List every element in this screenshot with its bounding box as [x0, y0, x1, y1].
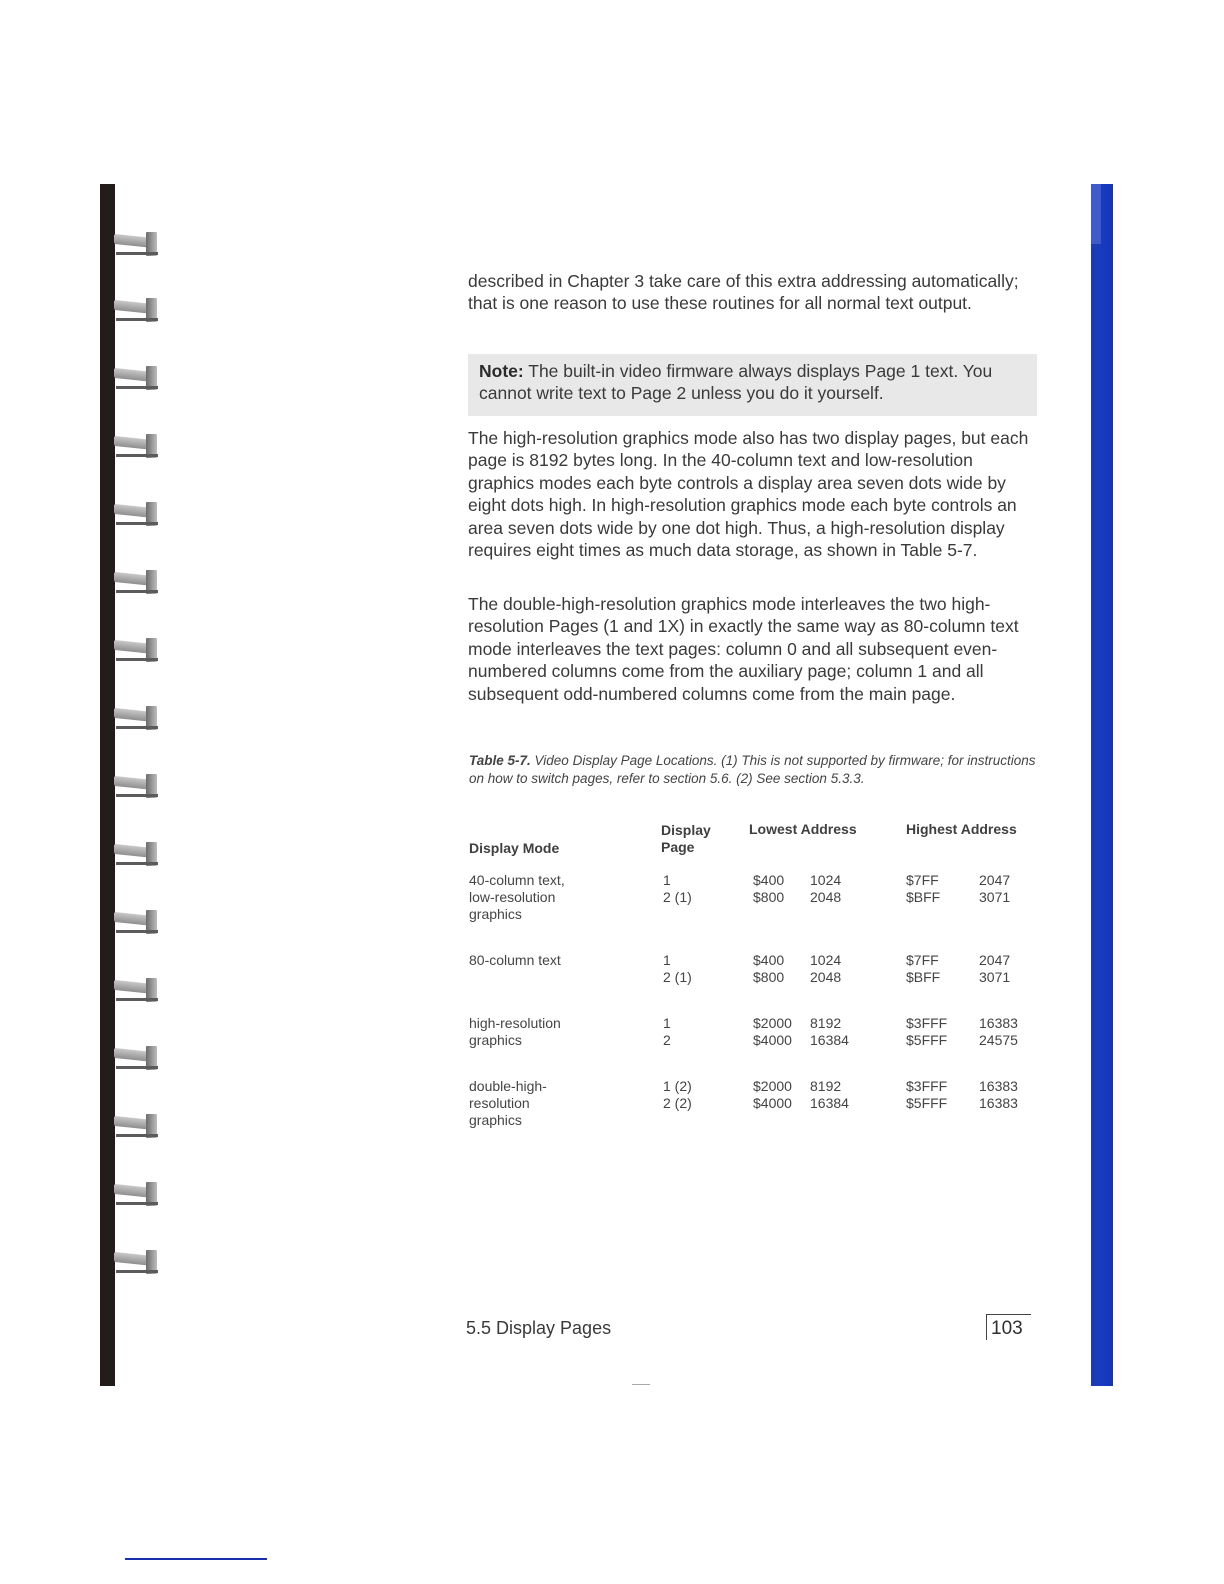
table-cell-high-hex: $7FF: [906, 872, 939, 888]
table-cell-mode: high-resolution: [469, 1015, 561, 1031]
page-number: 103: [986, 1314, 1031, 1340]
table-cell-low-hex: $2000: [753, 1015, 792, 1031]
table-cell-mode: 40-column text,: [469, 872, 565, 888]
paragraph-high-resolution: The high-resolution graphics mode also has two display pages, but each page is 8192 bytes long. In the 40-column text and low-resolution graphics modes each byte controls a display area seven dots wide by eight dots high. In high-resolution graphics mode each byte controls an area seven dots wide by one dot high. Thus, a high-resolution display requires eight times as much data storage, as shown in Table 5-7.: [468, 428, 1029, 561]
table-cell-high-hex: $7FF: [906, 952, 939, 968]
binding-coil: [110, 230, 158, 260]
binding-coil: [110, 1044, 158, 1074]
table-cell-pages: 1: [663, 1015, 671, 1031]
table-cell-pages: 2 (1): [663, 969, 692, 985]
table-cell-high-hex: $5FFF: [906, 1032, 948, 1048]
header-highest-address: Highest Address: [906, 821, 1017, 837]
table-cell-low-hex: $2000: [753, 1078, 792, 1094]
header-display-page-line2: Page: [661, 839, 695, 855]
note-box: [468, 354, 1037, 416]
table-cell-low-hex: $800: [753, 969, 785, 985]
table-cell-low-dec: 2048: [810, 969, 842, 985]
table-cell-low-dec: 8192: [810, 1015, 842, 1031]
table-cell-low-hex: $4000: [753, 1032, 792, 1048]
table-cell-high-hex: $BFF: [906, 889, 941, 905]
table-cell-low-hex: $4000: [753, 1095, 792, 1111]
table-cell-low-hex: $400: [753, 872, 785, 888]
table-cell-low-dec: 8192: [810, 1078, 842, 1094]
table-cell-high-dec: 24575: [979, 1032, 1018, 1048]
table-cell-pages: 1: [663, 952, 671, 968]
table-cell-mode: 80-column text: [469, 952, 561, 968]
spiral-binding: [100, 184, 162, 1386]
paragraph-intro: described in Chapter 3 take care of this extra addressing automatically; that is one reason to use these routines for all normal text output.: [468, 271, 1019, 314]
binding-coil: [110, 840, 158, 870]
table-cell-low-dec: 1024: [810, 872, 842, 888]
table-cell-high-hex: $3FFF: [906, 1015, 948, 1031]
binding-coil: [110, 772, 158, 802]
table-cell-mode: resolution: [469, 1095, 530, 1111]
table-caption-label: Table 5-7.: [469, 753, 531, 768]
header-display-mode: Display Mode: [469, 840, 560, 856]
binding-coil: [110, 908, 158, 938]
table-cell-low-dec: 16384: [810, 1032, 849, 1048]
table-cell-high-dec: 3071: [979, 889, 1011, 905]
table-cell-low-hex: $400: [753, 952, 785, 968]
table-cell-high-dec: 2047: [979, 952, 1011, 968]
header-display-page-line1: Display: [661, 822, 711, 838]
note-text: The built-in video firmware always displays Page 1 text. You cannot write text to Page 2 unless you do it yourself.: [479, 361, 993, 403]
header-lowest-address: Lowest Address: [749, 821, 857, 837]
binding-coil: [110, 500, 158, 530]
binding-coil: [110, 364, 158, 394]
binding-coil: [110, 568, 158, 598]
binding-coil: [110, 704, 158, 734]
table-caption-text: Video Display Page Locations. (1) This is not supported by firmware; for instructions on how to switch pages, refer to section 5.6. (2) See section 5.3.3.: [469, 753, 1036, 786]
table-cell-low-dec: 2048: [810, 889, 842, 905]
binding-coil: [110, 432, 158, 462]
paragraph-double-high-resolution: The double-high-resolution graphics mode interleaves the two high-resolution Pages (1 and 1X) in exactly the same way as 80-column text mode interleaves the text pages: column 0 and all subsequent even-numbered columns come from the auxiliary page; column 1 and all subsequent odd-numbered columns come from the main page.: [468, 594, 1019, 704]
table-cell-mode: double-high-: [469, 1078, 547, 1094]
binding-coil: [110, 1248, 158, 1278]
binding-coil: [110, 976, 158, 1006]
page-mark: [632, 1384, 650, 1385]
table-cell-pages: 2 (1): [663, 889, 692, 905]
table-cell-pages: 2 (2): [663, 1095, 692, 1111]
table-cell-mode: graphics: [469, 906, 522, 922]
header-display-page: [661, 822, 711, 856]
table-cell-high-dec: 16383: [979, 1078, 1018, 1094]
table-cell-pages: 1: [663, 872, 671, 888]
table-cell-high-dec: 2047: [979, 872, 1011, 888]
table-cell-high-dec: 16383: [979, 1095, 1018, 1111]
footer-section-title: 5.5 Display Pages: [466, 1318, 612, 1338]
table-cell-mode: graphics: [469, 1032, 522, 1048]
note-label: Note:: [479, 361, 524, 381]
table-cell-high-hex: $BFF: [906, 969, 941, 985]
table-cell-high-hex: $5FFF: [906, 1095, 948, 1111]
bottom-rule: [125, 1558, 267, 1560]
binding-coil: [110, 296, 158, 326]
binding-coil: [110, 636, 158, 666]
table-caption: [469, 752, 1039, 788]
table-cell-low-dec: 1024: [810, 952, 842, 968]
table-cell-mode: low-resolution: [469, 889, 556, 905]
table-cell-low-hex: $800: [753, 889, 785, 905]
table-cell-pages: 2: [663, 1032, 671, 1048]
binding-coil: [110, 1180, 158, 1210]
binding-coil: [110, 1112, 158, 1142]
table-cell-pages: 1 (2): [663, 1078, 692, 1094]
page-edge-blue: [1091, 184, 1113, 1386]
table-cell-low-dec: 16384: [810, 1095, 849, 1111]
table-cell-high-dec: 16383: [979, 1015, 1018, 1031]
table-cell-mode: graphics: [469, 1112, 522, 1128]
table-cell-high-dec: 3071: [979, 969, 1011, 985]
table-cell-high-hex: $3FFF: [906, 1078, 948, 1094]
